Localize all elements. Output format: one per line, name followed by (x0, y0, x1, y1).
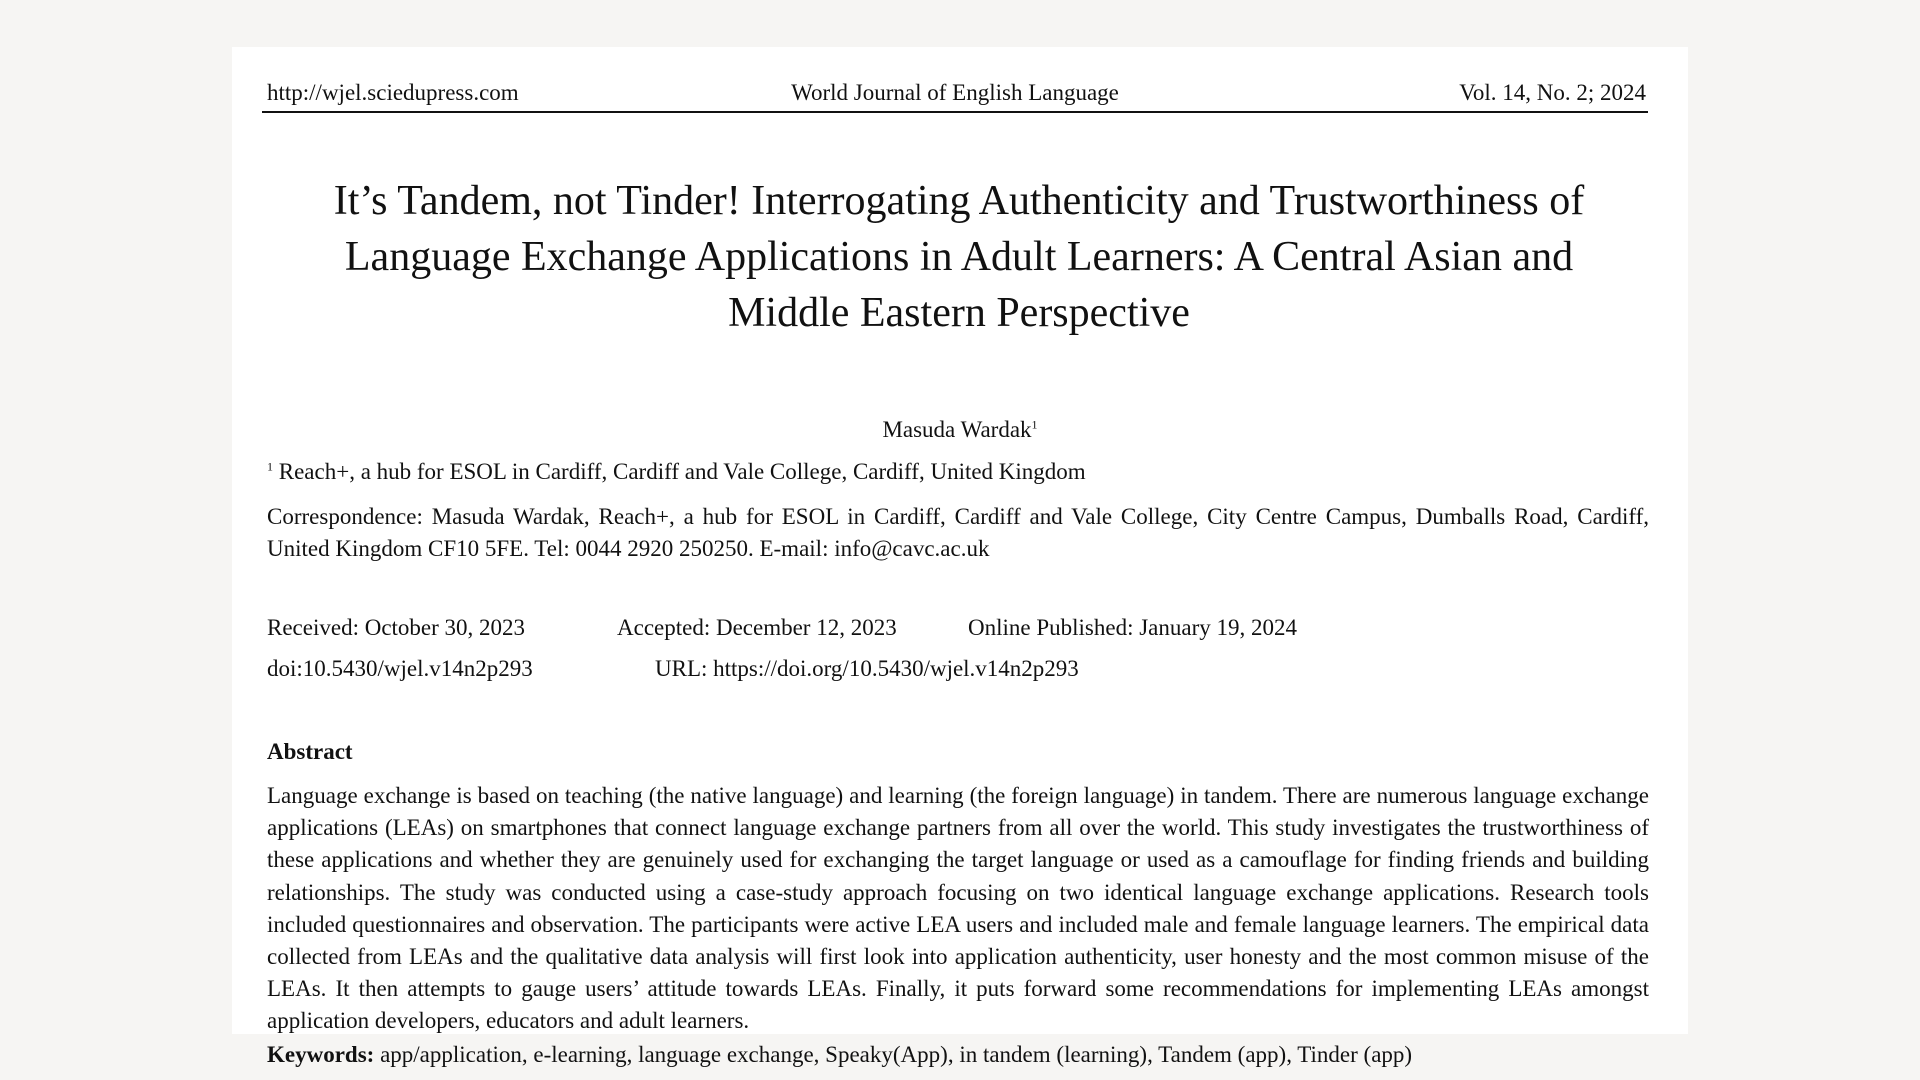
correspondence: Correspondence: Masuda Wardak, Reach+, a hub for ESOL in Cardiff, Cardiff and Vale College, City Centre Campus, Dumballs Road, Cardiff, United Kingdom CF10 5FE. Tel: 0044 2920 250250. E-mail: info@cavc.ac.uk (267, 504, 1649, 561)
affiliation (267, 459, 1086, 485)
running-header (262, 79, 1648, 113)
affiliation-text: Reach+, a hub for ESOL in Cardiff, Cardiff and Vale College, Cardiff, United Kingdom (278, 459, 1086, 484)
keywords (267, 1042, 1412, 1068)
doi: doi:10.5430/wjel.v14n2p293 (267, 656, 533, 681)
doi-url[interactable]: URL: https://doi.org/10.5430/wjel.v14n2p293 (655, 656, 1079, 681)
received-date: Received: October 30, 2023 (267, 615, 526, 640)
volume-info: Vol. 14, No. 2; 2024 (1459, 80, 1646, 105)
author-affiliation-marker: 1 (1031, 417, 1038, 432)
journal-url[interactable]: http://wjel.sciedupress.com (267, 80, 519, 105)
keywords-text: app/application, e-learning, language exchange, Speaky(App), in tandem (learning), Tandem (app), Tinder (app) (380, 1042, 1413, 1067)
affiliation-marker: 1 (267, 459, 273, 474)
paper-title: It’s Tandem, not Tinder! Interrogating Authenticity and Trustworthiness of Language Exchange Applications in Adult Learners: A Central Asian and Middle Eastern Perspective (333, 178, 1585, 336)
paper-page (232, 47, 1688, 1067)
accepted-date: Accepted: December 12, 2023 (617, 615, 897, 640)
published-date: Online Published: January 19, 2024 (968, 615, 1297, 640)
abstract-body: Language exchange is based on teaching (the native language) and learning (the foreign language) in tandem. There are numerous language exchange applications (LEAs) on smartphones that connect language exchange partners from all over the world. This study investigates the trustworthiness of these applications and whether they are genuinely used for exchanging the target language or used as a camouflage for finding friends and building relationships. The study was conducted using a case-study approach focusing on two identical language exchange applications. Research tools included questionnaires and observation. The participants were active LEA users and included male and female language learners. The empirical data collected from LEAs and the qualitative data analysis will first look into application authenticity, user honesty and the most common misuse of the LEAs. It then attempts to gauge users’ attitude towards LEAs. Finally, it puts forward some recommendations for implementing LEAs amongst application developers, educators and adult learners. (267, 783, 1649, 1034)
journal-name: World Journal of English Language (791, 80, 1119, 105)
author-name: Masuda Wardak (882, 417, 1032, 442)
author-line (232, 417, 1688, 443)
keywords-label: Keywords: (267, 1042, 375, 1067)
abstract-heading: Abstract (267, 739, 353, 764)
